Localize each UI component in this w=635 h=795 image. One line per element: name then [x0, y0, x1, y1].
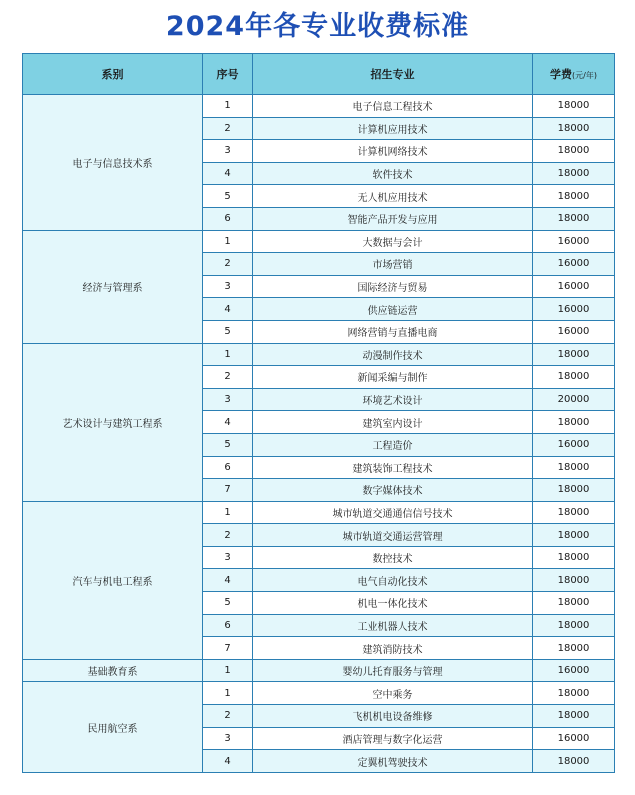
major-cell: 婴幼儿托育服务与管理 — [253, 659, 533, 682]
fee-cell: 18000 — [533, 569, 615, 592]
index-cell: 2 — [203, 117, 253, 140]
index-cell: 3 — [203, 727, 253, 750]
index-cell: 7 — [203, 479, 253, 502]
header-major: 招生专业 — [253, 54, 533, 95]
index-cell: 3 — [203, 546, 253, 569]
major-cell: 无人机应用技术 — [253, 185, 533, 208]
index-cell: 1 — [203, 230, 253, 253]
index-cell: 5 — [203, 433, 253, 456]
fee-cell: 18000 — [533, 637, 615, 660]
index-cell: 4 — [203, 569, 253, 592]
index-cell: 2 — [203, 366, 253, 389]
table-row — [23, 682, 615, 705]
fee-cell: 18000 — [533, 456, 615, 479]
major-cell: 动漫制作技术 — [253, 343, 533, 366]
fee-table — [22, 53, 615, 773]
fee-cell: 18000 — [533, 705, 615, 728]
index-cell: 2 — [203, 524, 253, 547]
fee-cell: 16000 — [533, 659, 615, 682]
table-body — [23, 95, 615, 773]
index-cell: 1 — [203, 95, 253, 118]
major-cell: 城市轨道交通运营管理 — [253, 524, 533, 547]
index-cell: 5 — [203, 592, 253, 615]
table-row — [23, 95, 615, 118]
department-cell: 电子与信息技术系 — [23, 95, 203, 231]
major-cell: 软件技术 — [253, 162, 533, 185]
fee-cell: 18000 — [533, 343, 615, 366]
fee-cell: 18000 — [533, 501, 615, 524]
index-cell: 5 — [203, 320, 253, 343]
major-cell: 网络营销与直播电商 — [253, 320, 533, 343]
department-cell: 民用航空系 — [23, 682, 203, 772]
major-cell: 市场营销 — [253, 253, 533, 276]
fee-cell: 18000 — [533, 750, 615, 773]
header-fee-unit: (元/年) — [572, 71, 597, 80]
fee-cell: 18000 — [533, 411, 615, 434]
index-cell: 7 — [203, 637, 253, 660]
index-cell: 5 — [203, 185, 253, 208]
index-cell: 6 — [203, 614, 253, 637]
major-cell: 机电一体化技术 — [253, 592, 533, 615]
fee-cell: 18000 — [533, 117, 615, 140]
fee-cell: 18000 — [533, 207, 615, 230]
fee-cell: 18000 — [533, 524, 615, 547]
fee-cell: 18000 — [533, 592, 615, 615]
major-cell: 电气自动化技术 — [253, 569, 533, 592]
index-cell: 4 — [203, 298, 253, 321]
index-cell: 4 — [203, 162, 253, 185]
fee-cell: 18000 — [533, 546, 615, 569]
major-cell: 智能产品开发与应用 — [253, 207, 533, 230]
fee-cell: 18000 — [533, 140, 615, 163]
major-cell: 数控技术 — [253, 546, 533, 569]
major-cell: 计算机应用技术 — [253, 117, 533, 140]
table-row — [23, 343, 615, 366]
department-cell: 艺术设计与建筑工程系 — [23, 343, 203, 501]
fee-cell: 18000 — [533, 162, 615, 185]
header-fee — [533, 54, 615, 95]
fee-cell: 16000 — [533, 253, 615, 276]
major-cell: 建筑装饰工程技术 — [253, 456, 533, 479]
header-fee-label: 学费 — [550, 68, 573, 81]
major-cell: 环境艺术设计 — [253, 388, 533, 411]
department-cell: 汽车与机电工程系 — [23, 501, 203, 659]
index-cell: 3 — [203, 140, 253, 163]
header-index: 序号 — [203, 54, 253, 95]
major-cell: 数字媒体技术 — [253, 479, 533, 502]
major-cell: 定翼机驾驶技术 — [253, 750, 533, 773]
fee-cell: 16000 — [533, 298, 615, 321]
index-cell: 2 — [203, 253, 253, 276]
index-cell: 2 — [203, 705, 253, 728]
fee-cell: 18000 — [533, 366, 615, 389]
major-cell: 计算机网络技术 — [253, 140, 533, 163]
department-cell: 经济与管理系 — [23, 230, 203, 343]
page-title: 2024年各专业收费标准 — [165, 10, 470, 42]
fee-cell: 16000 — [533, 275, 615, 298]
major-cell: 建筑室内设计 — [253, 411, 533, 434]
header-department: 系别 — [23, 54, 203, 95]
index-cell: 6 — [203, 207, 253, 230]
department-cell: 基础教育系 — [23, 659, 203, 682]
major-cell: 工程造价 — [253, 433, 533, 456]
index-cell: 1 — [203, 501, 253, 524]
fee-cell: 16000 — [533, 320, 615, 343]
fee-cell: 18000 — [533, 682, 615, 705]
fee-cell: 18000 — [533, 185, 615, 208]
index-cell: 3 — [203, 388, 253, 411]
fee-cell: 16000 — [533, 433, 615, 456]
major-cell: 酒店管理与数字化运营 — [253, 727, 533, 750]
major-cell: 新闻采编与制作 — [253, 366, 533, 389]
major-cell: 大数据与会计 — [253, 230, 533, 253]
index-cell: 1 — [203, 343, 253, 366]
major-cell: 供应链运营 — [253, 298, 533, 321]
index-cell: 3 — [203, 275, 253, 298]
index-cell: 6 — [203, 456, 253, 479]
major-cell: 城市轨道交通通信信号技术 — [253, 501, 533, 524]
major-cell: 空中乘务 — [253, 682, 533, 705]
fee-cell: 20000 — [533, 388, 615, 411]
index-cell: 1 — [203, 659, 253, 682]
index-cell: 4 — [203, 750, 253, 773]
table-row — [23, 230, 615, 253]
major-cell: 飞机机电设备维修 — [253, 705, 533, 728]
fee-cell: 18000 — [533, 614, 615, 637]
major-cell: 电子信息工程技术 — [253, 95, 533, 118]
index-cell: 1 — [203, 682, 253, 705]
fee-cell: 18000 — [533, 479, 615, 502]
table-header-row — [23, 54, 615, 95]
fee-cell: 18000 — [533, 95, 615, 118]
fee-cell: 16000 — [533, 727, 615, 750]
index-cell: 4 — [203, 411, 253, 434]
fee-cell: 16000 — [533, 230, 615, 253]
major-cell: 国际经济与贸易 — [253, 275, 533, 298]
table-row — [23, 659, 615, 682]
major-cell: 建筑消防技术 — [253, 637, 533, 660]
table-row — [23, 501, 615, 524]
major-cell: 工业机器人技术 — [253, 614, 533, 637]
